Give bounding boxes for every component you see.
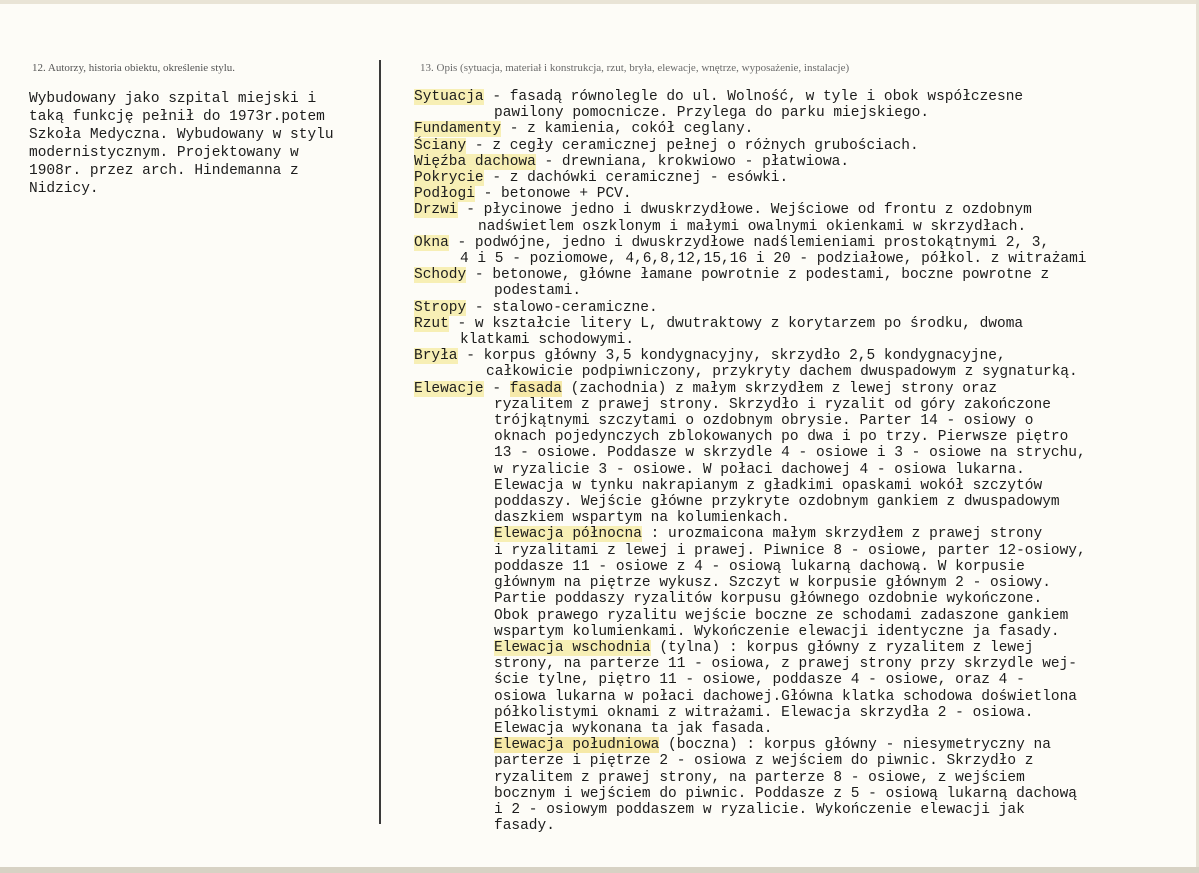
entry-line: - z kamienia, cokół ceglany. — [501, 121, 754, 138]
entry-line: i ryzalitami z lewej i prawej. Piwnice 8 - osiowe, parter 12-osiowy, — [494, 542, 1086, 559]
entry-elewacje: Elewacje - fasada (zachodnia) z małym skrzydłem z lewej strony oraz ryzalitem z prawej strony. Skrzydło i ryzalit od góry zakończone trójkątnymi szczytami o ozdobnym obrysie. Parter 14 - osiowy o oknach pojedynczych zblokowanych po dwa i po trzy. Pierwsze piętro 13 - osiowe. Poddasze w skrzydle 4 - osiowe i 3 - osiowe na strychu, w ryzalicie 3 - osiowe. W połaci dachowej 4 - osiowa lukarna. Elewacja w tynku nakrapianym z gładkimi opaskami wokół szczytów poddaszy. Wejście główne przykryte ozdobnym gankiem z dwuspadowym daszkiem wspartym na kolumienkach. Elewacja północna : urozmaicona małym skrzydłem z prawej strony i ryzalitami z lewej i prawej. Piwnice 8 - osiowe, parter 12-osiowy, poddasze 11 - osiowe z 4 - osiową lukarną dachową. W korpusie głównym na piętrze wykusz. Szczyt w korpusie głównym 2 - osiowy. Partie poddaszy ryzalitów korpusu głównego ozdobnie wykończone. Obok prawego ryzalitu wejście boczne ze schodami zadaszone gankiem wspartym kolumienkami. Wykończenie elewacji identyczne ja fasady. Elewacja wschodnia (tylna) : korpus główny z ryzalitem z lewej strony, na parterze 11 - osiowa, z prawej strony przy skrzydle wej- ście tylne, piętro 11 - osiowe, poddasze 4 - osiowe, oraz 4 - osiowa lukarna w połaci dachowej.Główna klatka schodowa doświetlona półkolistymi oknami z witrażami. Elewacja skrzydła 2 - osiowa. Elewacja wykonana ta jak fasada. Elewacja południowa (boczna) : korpus główny - niesymetryczny na parterze i piętrze 2 - osiowa z wejściem do piwnic. Skrzydło z ryzalitem z prawej strony, na parterze 8 - osiowe, z wejściem bocznym i wejściem do piwnic. Poddasze z 5 - osiową lukarną dachową i 2 - osiowym poddaszem w ryzalicie. Wykończenie elewacji jak fasady. — [414, 381, 1199, 835]
entry-term: Rzut — [414, 315, 449, 332]
entry-line: trójkątnymi szczytami o ozdobnym obrysie. Parter 14 - osiowy o — [494, 413, 1034, 430]
entry-schody — [414, 267, 1199, 299]
entry-line: głównym na piętrze wykusz. Szczyt w korpusie głównym 2 - osiowy. — [494, 575, 1051, 592]
entry-line: poddasze 11 - osiowe z 4 - osiową lukarną dachową. W korpusie — [494, 558, 1025, 575]
entry-term: Sytuacja — [414, 89, 484, 105]
entry-pokrycie — [414, 170, 1199, 186]
entry-line: ście tylne, piętro 11 - osiowe, poddasze 4 - osiowe, oraz 4 - — [494, 672, 1025, 689]
entry-line: 13 - osiowe. Poddasze w skrzydle 4 - osiowe i 3 - osiowe na strychu, — [494, 445, 1086, 462]
entry-line: (zachodnia) z małym skrzydłem z lewej strony oraz — [561, 380, 998, 397]
entry-line: fasady. — [494, 818, 555, 835]
entry-term: Drzwi — [414, 202, 458, 219]
entry-line: - betonowe, główne łamane powrotnie z podestami, boczne powrotne z — [466, 267, 1050, 284]
entry-term: Podłogi — [414, 186, 475, 203]
entry-term: Schody — [414, 267, 467, 284]
entry-line: - w kształcie litery L, dwutraktowy z korytarzem po środku, dwoma — [448, 315, 1024, 332]
entry-term: Stropy — [414, 299, 467, 316]
entry-okna — [414, 235, 1199, 267]
subterm-elewacja-polnocna: Elewacja północna — [494, 526, 642, 543]
subterm-elewacja-poludniowa: Elewacja południowa — [494, 737, 660, 754]
entry-bryla — [414, 348, 1199, 380]
section-12-header: 12. Autorzy, historia obiektu, określenie stylu. — [32, 62, 236, 74]
entry-line: półkolistymi oknami z witrażami. Elewacja skrzydła 2 - osiowa. — [494, 704, 1034, 721]
entry-line: - stalowo-ceramiczne. — [466, 299, 658, 316]
subterm-fasada: fasada — [509, 380, 562, 397]
description-text — [414, 89, 1199, 834]
entry-term: Ściany — [414, 137, 467, 154]
entry-line: - betonowe + PCV. — [474, 186, 632, 203]
entry-line: Elewacja wykonana ta jak fasada. — [494, 720, 773, 737]
entry-sciany — [414, 138, 1199, 154]
entry-line: - z dachówki ceramicznej - esówki. — [483, 170, 789, 187]
entry-line: - z cegły ceramicznej pełnej o różnych grubościach. — [466, 137, 919, 154]
entry-line: osiowa lukarna w połaci dachowej.Główna klatka schodowa doświetlona — [494, 688, 1077, 705]
entry-line: (tylna) : korpus główny z ryzalitem z lewej — [650, 639, 1034, 656]
subterm-elewacja-wschodnia: Elewacja wschodnia — [494, 639, 651, 656]
entry-stropy — [414, 300, 1199, 316]
entry-line: ryzalitem z prawej strony, na parterze 8 - osiowe, z wejściem — [494, 769, 1025, 786]
entry-line: 4 i 5 - poziomowe, 4,6,8,12,15,16 i 20 - podziałowe, półkol. z witrażami — [460, 251, 1087, 268]
entry-term: Okna — [414, 234, 449, 251]
section-13-header: 13. Opis (sytuacja, materiał i konstrukcja, rzut, bryła, elewacje, wnętrze, wyposażenie, instalacje) — [420, 62, 850, 74]
entry-fundamenty — [414, 121, 1199, 137]
entry-line: pawilony pomocnicze. Przylega do parku miejskiego. — [494, 105, 930, 122]
entry-line: bocznym i wejściem do piwnic. Poddasze z 5 - osiową lukarną dachową — [494, 785, 1077, 802]
entry-line: ryzalitem z prawej strony. Skrzydło i ryzalit od góry zakończone — [494, 396, 1051, 413]
history-line: Szkoła Medyczna. Wybudowany w stylu — [29, 127, 334, 143]
entry-line: strony, na parterze 11 - osiowa, z prawej strony przy skrzydle wej- — [494, 656, 1077, 673]
entry-rzut — [414, 316, 1199, 348]
entry-line: (boczna) : korpus główny - niesymetryczny na — [659, 737, 1051, 754]
entry-line: wspartym kolumienkami. Wykończenie elewacji identyczne ja fasady. — [494, 623, 1060, 640]
history-line: Nidzicy. — [29, 181, 99, 197]
entry-drzwi — [414, 202, 1199, 234]
entry-line: Obok prawego ryzalitu wejście boczne ze schodami zadaszone gankiem — [494, 607, 1069, 624]
entry-line: w ryzalicie 3 - osiowe. W połaci dachowej 4 - osiowa lukarna. — [494, 461, 1025, 478]
entry-line: daszkiem wspartym na kolumienkach. — [494, 510, 790, 527]
entry-line: - drewniana, krokwiowo - płatwiowa. — [535, 153, 850, 170]
entry-term: Fundamenty — [414, 121, 502, 138]
entry-term: Więźba dachowa — [414, 153, 536, 170]
entry-sytuacja — [414, 89, 1199, 121]
entry-line: : urozmaicona małym skrzydłem z prawej strony — [641, 526, 1043, 543]
entry-line: oknach pojedynczych zblokowanych po dwa i po trzy. Pierwsze piętro — [494, 429, 1069, 446]
entry-line: całkowicie podpiwniczony, przykryty dachem dwuspadowym z sygnaturką. — [486, 364, 1078, 381]
entry-line: - płycinowe jedno i dwuskrzydłowe. Wejściowe od frontu z ozdobnym — [457, 202, 1032, 219]
entry-line: podestami. — [494, 283, 582, 300]
history-text — [29, 90, 374, 198]
entry-line: klatkami schodowymi. — [460, 332, 635, 349]
paper-bottom-edge — [0, 867, 1199, 873]
history-line: 1908r. przez arch. Hindemanna z — [29, 163, 299, 179]
entry-podlogi — [414, 186, 1199, 202]
entry-line: - podwójne, jedno i dwuskrzydłowe nadślemieniami prostokątnymi 2, 3, — [448, 234, 1050, 251]
history-line: modernistycznym. Projektowany w — [29, 145, 299, 161]
entry-term: Bryła — [414, 348, 458, 365]
entry-wiezba — [414, 154, 1199, 170]
entry-line: - fasadą równolegle do ul. Wolność, w tyle i obok współczesne — [483, 89, 1024, 105]
entry-line: - korpus główny 3,5 kondygnacyjny, skrzydło 2,5 kondygnacyjne, — [457, 348, 1006, 365]
paper-top-edge — [0, 0, 1199, 4]
history-line: taką funkcję pełnił do 1973r.potem — [29, 109, 325, 125]
entry-line: parterze i piętrze 2 - osiowa z wejściem do piwnic. Skrzydło z — [494, 753, 1034, 770]
entry-line: Partie poddaszy ryzalitów korpusu głównego ozdobnie wykończone. — [494, 591, 1043, 608]
history-line: Wybudowany jako szpital miejski i — [29, 91, 317, 107]
entry-term: Pokrycie — [414, 170, 484, 187]
column-divider — [379, 60, 381, 824]
entry-line: nadświetlem oszklonym i małymi owalnymi okienkami w skrzydłach. — [478, 218, 1027, 235]
entry-term: Elewacje — [414, 380, 484, 397]
entry-line: i 2 - osiowym poddaszem w ryzalicie. Wykończenie elewacji jak — [494, 801, 1025, 818]
entry-line: poddaszy. Wejście główne przykryte ozdobnym gankiem z dwuspadowym — [494, 494, 1060, 511]
entry-line: Elewacja w tynku nakrapianym z gładkimi opaskami wokół szczytów — [494, 477, 1043, 494]
